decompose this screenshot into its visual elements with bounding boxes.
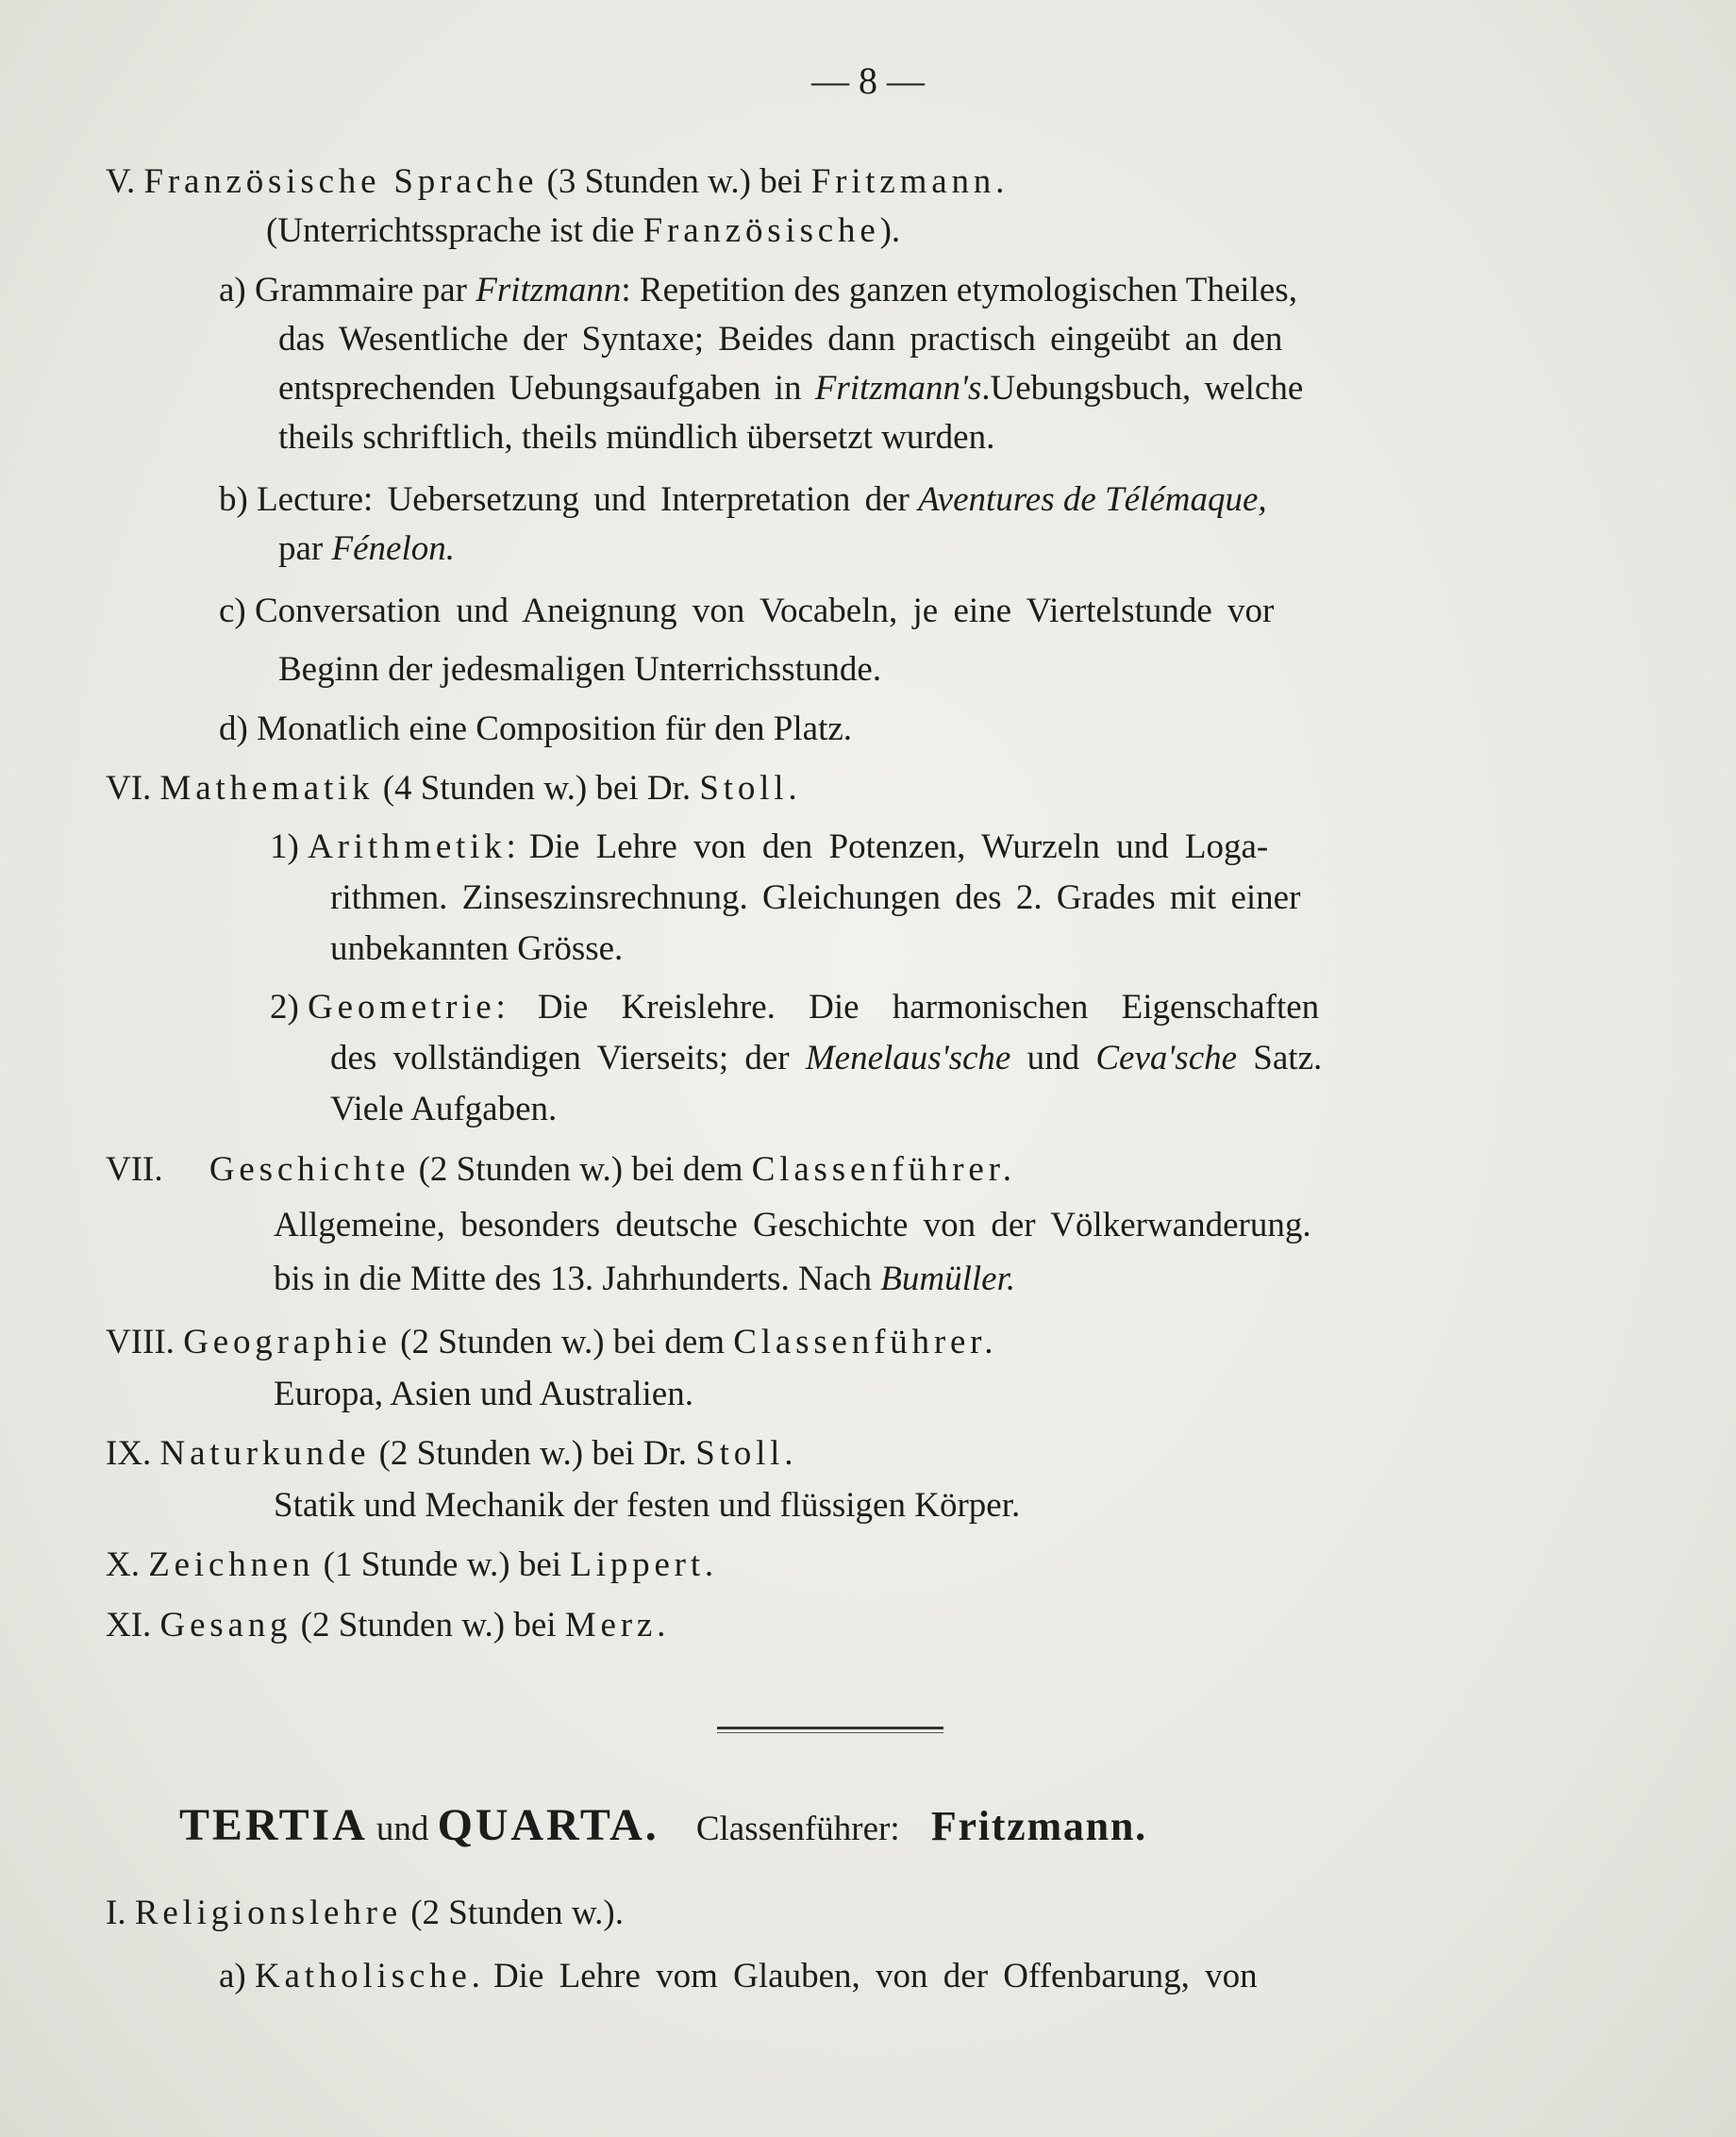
section-number: VI. bbox=[106, 769, 152, 808]
section-viii-line-1: Europa, Asien und Australien. bbox=[274, 1375, 693, 1413]
section-divider-thin bbox=[717, 1732, 943, 1733]
item-text: des vollständigen Vierseits; der bbox=[330, 1039, 790, 1077]
theorem-name: Menelaus'sche bbox=[805, 1039, 1011, 1077]
item-b-line-1 bbox=[219, 478, 1267, 522]
item-1-line-1 bbox=[270, 826, 1268, 869]
heading-label: Classenführer: bbox=[695, 1810, 900, 1848]
note-end: ). bbox=[879, 211, 901, 250]
section-i-item-a bbox=[219, 1955, 1258, 1998]
item-text: par bbox=[278, 529, 324, 568]
section-hours: (2 Stunden w.) bei dem bbox=[400, 1323, 726, 1361]
section-teacher: Stoll. bbox=[699, 769, 802, 808]
section-teacher: Classenführer. bbox=[733, 1323, 998, 1361]
item-text: bis in die Mitte des 13. Jahrhunderts. Nach bbox=[274, 1260, 873, 1298]
section-v-note bbox=[266, 209, 900, 253]
section-teacher: Stoll. bbox=[695, 1434, 798, 1473]
item-a-line-2: das Wesentliche der Syntaxe; Beides dann practisch eingeübt an den bbox=[278, 320, 1283, 359]
theorem-name: Ceva'sche bbox=[1095, 1039, 1238, 1077]
section-number: I. bbox=[106, 1894, 126, 1932]
section-number: VIII. bbox=[106, 1323, 175, 1361]
section-hours: (3 Stunden w.) bei bbox=[546, 162, 803, 201]
section-number: V. bbox=[106, 162, 136, 201]
section-hours: (2 Stunden w.) bei bbox=[300, 1606, 557, 1644]
section-hours: (2 Stunden w.) bei Dr. bbox=[378, 1434, 688, 1473]
item-label: 1) bbox=[270, 827, 299, 866]
item-text: Conversation und Aneignung von Vocabeln, je eine Viertelstunde vor bbox=[255, 592, 1275, 630]
section-hours: (2 Stunden w.) bei dem bbox=[418, 1150, 743, 1189]
subject-title: Katholische. bbox=[255, 1957, 485, 1995]
section-vii-line-2 bbox=[274, 1258, 1015, 1301]
section-vi-heading bbox=[106, 767, 801, 810]
section-title: Gesang bbox=[159, 1606, 292, 1644]
section-teacher: Classenführer. bbox=[751, 1150, 1016, 1189]
section-title: Geographie bbox=[183, 1323, 392, 1361]
section-xi-heading bbox=[106, 1604, 670, 1647]
section-number: XI. bbox=[106, 1606, 152, 1644]
item-text: und bbox=[1027, 1039, 1080, 1077]
item-1-line-3: unbekannten Grösse. bbox=[330, 929, 624, 968]
item-1-line-2: rithmen. Zinseszinsrechnung. Gleichungen des 2. Grades mit einer bbox=[330, 878, 1301, 917]
section-hours: (4 Stunden w.) bei Dr. bbox=[382, 769, 692, 808]
section-vii-line-1: Allgemeine, besonders deutsche Geschichte von der Völkerwanderung. bbox=[274, 1206, 1311, 1244]
section-hours: (2 Stunden w.). bbox=[410, 1894, 624, 1932]
section-number: X. bbox=[106, 1545, 140, 1584]
item-label: 2) bbox=[270, 988, 299, 1027]
section-teacher: Lippert. bbox=[570, 1545, 718, 1584]
section-ix-line-1: Statik und Mechanik der festen und flüssigen Körper. bbox=[274, 1486, 1021, 1525]
section-i-heading bbox=[106, 1892, 624, 1935]
section-title: Zeichnen bbox=[148, 1545, 315, 1584]
class-heading bbox=[179, 1800, 1594, 1855]
item-a-line-1 bbox=[219, 269, 1297, 312]
item-2-line-3: Viele Aufgaben. bbox=[330, 1090, 558, 1128]
author-name: Bumüller. bbox=[880, 1260, 1016, 1298]
item-a-line-3 bbox=[278, 367, 1303, 410]
item-text: Satz. bbox=[1253, 1039, 1323, 1077]
item-text: Grammaire par bbox=[255, 271, 467, 309]
item-text: .Uebungsbuch, welche bbox=[981, 369, 1304, 408]
item-label: a) bbox=[219, 271, 246, 309]
item-text: Lecture: Uebersetzung und Interpretation der bbox=[257, 480, 910, 519]
section-x-heading bbox=[106, 1544, 718, 1587]
item-label: b) bbox=[219, 480, 248, 519]
section-title: Geschichte bbox=[209, 1150, 410, 1189]
item-label: d) bbox=[219, 710, 248, 748]
section-title: Naturkunde bbox=[159, 1434, 371, 1473]
item-label: a) bbox=[219, 1957, 246, 1995]
heading-und: und bbox=[376, 1810, 429, 1848]
item-text: entsprechenden Uebungsaufgaben in bbox=[278, 369, 802, 408]
section-vii-heading bbox=[106, 1148, 1016, 1192]
section-title: Mathematik bbox=[159, 769, 375, 808]
section-number: IX. bbox=[106, 1434, 152, 1473]
note-language: Französische bbox=[643, 211, 880, 250]
section-title: Französische Sprache bbox=[143, 162, 539, 201]
section-teacher: Fritzmann. bbox=[810, 162, 1010, 201]
item-text: Die Kreislehre. Die harmonischen Eigenschaften bbox=[537, 988, 1320, 1027]
subject-title: Geometrie: bbox=[308, 988, 510, 1027]
page-number: — 8 — bbox=[811, 59, 925, 102]
heading-tertia: TERTIA bbox=[179, 1800, 368, 1850]
item-text: : Repetition des ganzen etymologischen Theiles, bbox=[621, 271, 1297, 309]
section-v-heading bbox=[106, 160, 1009, 204]
item-b-line-2 bbox=[278, 527, 455, 571]
section-number: VII. bbox=[106, 1150, 163, 1189]
heading-teacher: Fritzmann. bbox=[930, 1803, 1147, 1849]
item-c-line-2: Beginn der jedesmaligen Unterrichsstunde. bbox=[278, 650, 882, 689]
item-a-line-4: theils schriftlich, theils mündlich übersetzt wurden. bbox=[278, 418, 995, 457]
author-name: Fritzmann bbox=[476, 271, 622, 309]
item-2-line-1 bbox=[270, 986, 1319, 1029]
book-title: Aventures de Télémaque, bbox=[918, 480, 1267, 519]
item-text: Die Lehre vom Glauben, von der Offenbarung, von bbox=[492, 1957, 1258, 1995]
item-label: c) bbox=[219, 592, 246, 630]
section-ix-heading bbox=[106, 1432, 797, 1476]
item-text: Monatlich eine Composition für den Platz. bbox=[257, 710, 853, 748]
section-viii-heading bbox=[106, 1321, 997, 1364]
subject-title: Arithmetik: bbox=[308, 827, 521, 866]
section-hours: (1 Stunde w.) bei bbox=[323, 1545, 562, 1584]
item-d-line-1 bbox=[219, 708, 852, 751]
item-2-line-2 bbox=[330, 1037, 1322, 1080]
item-text: Die Lehre von den Potenzen, Wurzeln und Loga- bbox=[528, 827, 1269, 866]
author-name: Fritzmann's bbox=[814, 369, 982, 408]
section-teacher: Merz. bbox=[564, 1606, 671, 1644]
section-divider bbox=[717, 1727, 943, 1729]
author-name: Fénelon. bbox=[331, 529, 455, 568]
item-c-line-1 bbox=[219, 590, 1274, 633]
section-title: Religionslehre bbox=[134, 1894, 402, 1932]
heading-quarta: QUARTA. bbox=[437, 1800, 659, 1850]
note-text: (Unterrichtssprache ist die bbox=[266, 211, 635, 250]
